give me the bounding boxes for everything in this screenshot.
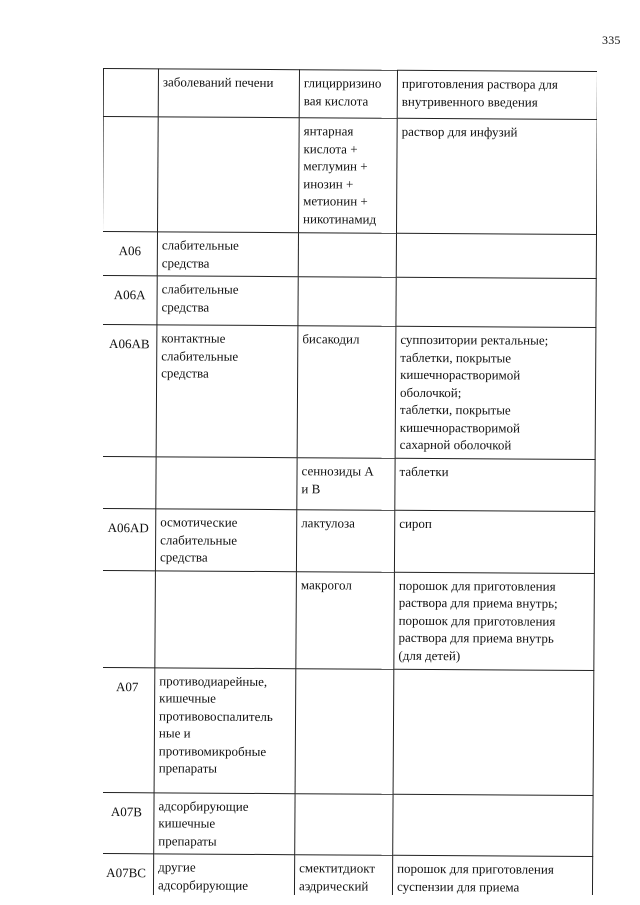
atc-code-cell: A07 [103,667,155,792]
dosage-forms-cell [396,277,596,327]
therapeutic-group-line: слабительные [161,281,239,297]
dosage-forms-line: порошок для приготовления [398,612,556,629]
drug-name-cell [298,118,397,234]
therapeutic-group-cell [155,570,297,668]
therapeutic-group-cell [157,232,298,277]
drug-name-cell [296,571,395,669]
dosage-forms-line: оболочкой; [399,384,462,400]
dosage-forms-cell [393,669,594,795]
table-row [103,324,596,459]
therapeutic-group-cell [154,792,295,854]
therapeutic-group-line: противовоспалитель [159,707,273,724]
dosage-forms-line: порошок для приготовления [397,860,554,877]
drug-name-line: макрогол [300,576,352,593]
therapeutic-group-line: средства [161,298,210,315]
dosage-forms-line: сироп [399,515,432,532]
drug-name-line: никотинамид [303,210,377,227]
dosage-forms-line: внутривенного введения [401,93,538,110]
therapeutic-group-line: осмотические [160,514,238,530]
therapeutic-group-cell [155,509,296,571]
drug-name-line: смектитдиокт [299,860,376,876]
dosage-forms-cell [394,510,594,573]
drug-name-cell [297,326,396,459]
atc-code-cell: A06AD [103,508,156,570]
table-row [103,117,597,235]
dosage-forms-cell [392,855,592,895]
therapeutic-group-line: ные и [158,725,191,741]
table-row [103,570,594,670]
drug-name-line: янтарная [303,123,354,139]
drug-name-cell [298,277,396,327]
therapeutic-group-cell [158,117,300,233]
drug-name-line: кислота + [303,140,358,157]
therapeutic-group-line: противомикробные [158,742,267,759]
drug-name-cell [295,793,393,855]
drug-name-cell [298,233,396,278]
drug-table-container [103,68,597,895]
therapeutic-group-line: адсорбирующие [157,876,249,893]
atc-code-cell [103,117,158,232]
table-row [103,232,596,279]
therapeutic-group-cell [157,276,298,326]
table-row [103,853,593,895]
drug-name-line: и В [301,480,321,496]
therapeutic-group-cell [156,325,298,458]
therapeutic-group-cell [154,667,296,793]
table-row [103,456,595,511]
atc-code-cell: A07B [103,792,154,854]
drug-name-line: метионин + [303,193,368,209]
table-row [103,667,594,795]
therapeutic-group-line: средства [159,549,208,565]
dosage-forms-line: суппозитории ректальные; [400,331,549,348]
therapeutic-group-line: средства [161,365,209,381]
therapeutic-group-line: адсорбирующие [158,797,249,814]
atc-code-cell [103,456,156,508]
dosage-forms-cell [395,458,595,511]
drug-name-cell [296,510,394,572]
table-row [103,69,597,120]
drug-name-line: глицирризино [303,75,382,91]
dosage-forms-cell [396,233,596,278]
page-number: 335 [602,33,621,47]
dosage-forms-cell [395,326,596,459]
therapeutic-group-line: слабительные [161,347,239,364]
drug-name-line: сеннозиды А [301,463,374,479]
atc-code-cell: A06AB [103,324,157,456]
dosage-forms-line: порошок для приготовления [398,577,556,594]
drug-name-line: вая кислота [303,92,369,109]
therapeutic-group-line: противодиарейные, [159,672,268,689]
table-row [103,275,596,327]
dosage-forms-cell [396,118,597,234]
drug-name-line: аэдрический [298,877,369,894]
atc-code-cell [103,570,155,667]
drug-name-cell [299,70,397,119]
therapeutic-group-cell [156,457,297,510]
table-row [103,508,595,573]
drug-name-line: бисакодил [302,331,360,347]
dosage-forms-line: таблетки, покрытые [399,401,511,418]
drug-name-cell [297,458,395,511]
atc-code-cell: A06 [103,232,158,276]
dosage-forms-line: раствор для инфузий [401,123,518,140]
atc-code-cell [103,69,158,117]
dosage-forms-cell [393,794,593,857]
therapeutic-group-cell [153,854,294,895]
drug-classification-table [103,68,597,895]
drug-name-cell [295,668,394,794]
dosage-forms-line: суспензии для приема [396,878,520,895]
table-row [103,792,593,857]
drug-name-line: лактулоза [301,515,356,531]
therapeutic-group-line: препараты [158,760,218,776]
dosage-forms-line: таблетки [399,463,449,480]
drug-name-line: меглумин + [303,158,368,174]
dosage-forms-line: кишечнорастворимой [399,419,520,436]
therapeutic-group-cell [158,69,299,118]
dosage-forms-line: раствора для приема внутрь; [398,594,558,611]
atc-code-cell: A07BC [103,853,154,895]
dosage-forms-line: кишечнорастворимой [400,366,521,383]
therapeutic-group-line: слабительные [160,531,238,548]
therapeutic-group-line: другие [158,859,196,875]
drug-name-cell [294,855,392,895]
dosage-forms-line: таблетки, покрытые [400,349,512,365]
atc-code-cell: A06A [103,275,157,324]
dosage-forms-line: сахарной оболочкой [399,436,512,453]
drug-name-line: инозин + [303,175,354,192]
therapeutic-group-line: слабительные [161,237,239,253]
dosage-forms-line: раствора для приема внутрь [398,629,554,646]
dosage-forms-cell [394,572,595,670]
dosage-forms-line: (для детей) [398,647,461,663]
dosage-forms-line: приготовления раствора для [401,75,558,92]
therapeutic-group-line: контактные [161,330,226,346]
dosage-forms-cell [397,70,597,119]
therapeutic-group-line: кишечные [159,690,216,706]
therapeutic-group-line: кишечные [158,815,216,831]
therapeutic-group-line: средства [161,254,210,271]
therapeutic-group-line: заболеваний печени [162,74,274,91]
therapeutic-group-line: препараты [158,832,217,849]
